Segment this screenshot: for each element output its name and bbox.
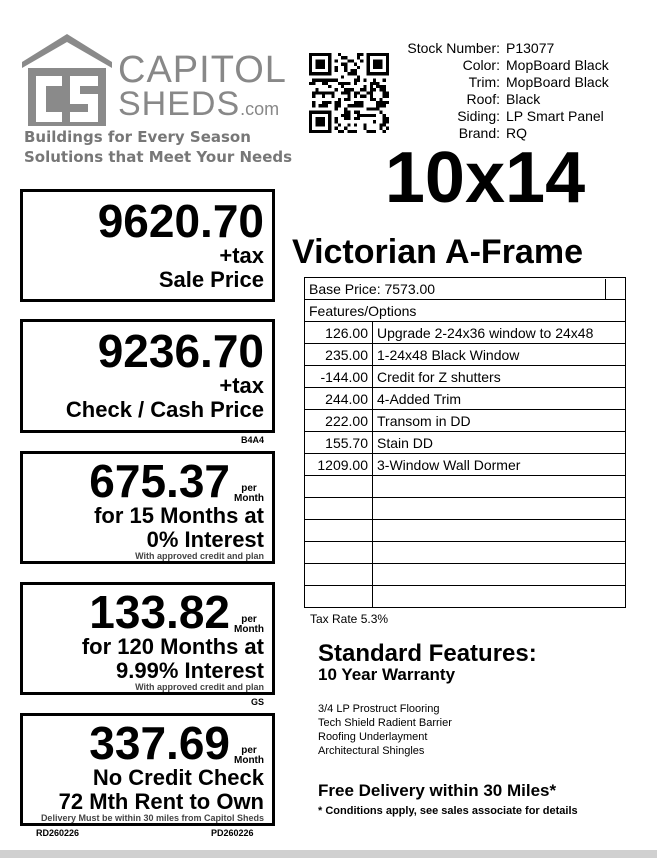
base-price: Base Price: 7573.00	[309, 280, 436, 297]
plan-120-code: GS	[251, 697, 265, 707]
plan-15-note: With approved credit and plan	[135, 551, 264, 561]
free-delivery: Free Delivery within 30 Miles*	[318, 781, 557, 800]
table-row: 155.70 Stain DD	[305, 432, 626, 454]
tagline-line2: Solutions that Meet Your Needs	[24, 148, 293, 166]
empty-row	[305, 564, 626, 586]
table-row: 1209.00 3-Window Wall Dormer	[305, 454, 626, 476]
tax-rate: Tax Rate 5.3%	[310, 612, 389, 626]
rto-code-right: PD260226	[211, 828, 254, 838]
table-row: 244.00 4-Added Trim	[305, 388, 626, 410]
stock-row: Brand: RQ	[458, 125, 527, 141]
list-item: Tech Shield Radient Barrier	[318, 717, 452, 729]
brand-name-line1: CAPITOL	[118, 49, 287, 91]
stock-row: Roof: Black	[466, 91, 541, 107]
options-table	[304, 277, 626, 608]
brand-name-line2: SHEDS.com	[118, 85, 280, 123]
plan-120-amount: 133.82	[89, 586, 230, 638]
cash-price-amount: 9236.70	[97, 325, 264, 377]
plan-120-note: With approved credit and plan	[135, 682, 264, 692]
plan-15-line2: 0% Interest	[146, 527, 264, 552]
sale-price-tax: +tax	[219, 243, 264, 268]
empty-row	[305, 586, 626, 608]
stock-info	[392, 40, 609, 142]
stock-row: Stock Number: P13077	[407, 40, 555, 56]
stock-row: Color: MopBoard Black	[462, 57, 609, 73]
sale-price-amount: 9620.70	[97, 195, 264, 247]
empty-row	[305, 498, 626, 520]
cash-price-box	[20, 319, 275, 433]
tagline-line1: Buildings for Every Season	[24, 128, 251, 146]
shed-size: 10x14	[384, 138, 586, 218]
sale-price-label: Sale Price	[158, 267, 264, 292]
features-header: Features/Options	[305, 300, 626, 322]
shed-model: Victorian A-Frame	[292, 233, 583, 271]
plan-120-box: 133.82 per Month for 120 Months at 9.99% Interest With approved credit and plan	[20, 582, 275, 695]
rto-line1: No Credit Check	[92, 765, 264, 790]
standard-features-title: Standard Features:	[318, 640, 537, 667]
rto-amount: 337.69	[89, 717, 230, 769]
rent-to-own-box: 337.69 per Month No Credit Check 72 Mth Rent to Own Delivery Must be within 30 miles from Capitol Sheds	[20, 713, 275, 826]
plan-15-amount: 675.37	[89, 455, 230, 507]
table-row: 126.00 Upgrade 2-24x36 window to 24x48	[305, 322, 626, 344]
empty-row	[305, 520, 626, 542]
plan-15-box: 675.37 per Month for 15 Months at 0% Interest With approved credit and plan	[20, 451, 275, 564]
rto-line2: 72 Mth Rent to Own	[58, 789, 264, 814]
rto-note: Delivery Must be within 30 miles from Capitol Sheds	[40, 813, 264, 823]
qr-code-icon	[309, 53, 389, 133]
standard-features-list	[318, 702, 452, 758]
warranty: 10 Year Warranty	[318, 665, 456, 684]
list-item: Roofing Underlayment	[318, 731, 428, 743]
capitol-sheds-logo-icon	[22, 34, 112, 126]
empty-row	[305, 542, 626, 564]
cash-price-tax: +tax	[219, 373, 264, 398]
table-row: -144.00 Credit for Z shutters	[305, 366, 626, 388]
delivery-conditions: * Conditions apply, see sales associate for details	[318, 805, 578, 817]
stock-row: Siding: LP Smart Panel	[457, 108, 604, 124]
list-item: Architectural Shingles	[318, 745, 425, 757]
plan-120-line2: 9.99% Interest	[116, 658, 264, 683]
cash-price-label: Check / Cash Price	[65, 397, 264, 422]
sale-price-box	[20, 189, 275, 302]
cash-price-code: B4A4	[241, 435, 265, 445]
base-price-row	[305, 278, 626, 300]
list-item: 3/4 LP Prostruct Flooring	[318, 703, 440, 715]
features-header-row	[305, 300, 626, 322]
stock-row: Trim: MopBoard Black	[468, 74, 609, 90]
table-row: 222.00 Transom in DD	[305, 410, 626, 432]
empty-row	[305, 476, 626, 498]
table-row: 235.00 1-24x48 Black Window	[305, 344, 626, 366]
rto-code-left: RD260226	[36, 828, 80, 838]
bottom-divider	[0, 850, 657, 858]
plan-15-line1: for 15 Months at	[94, 503, 264, 528]
plan-120-line1: for 120 Months at	[81, 634, 264, 659]
